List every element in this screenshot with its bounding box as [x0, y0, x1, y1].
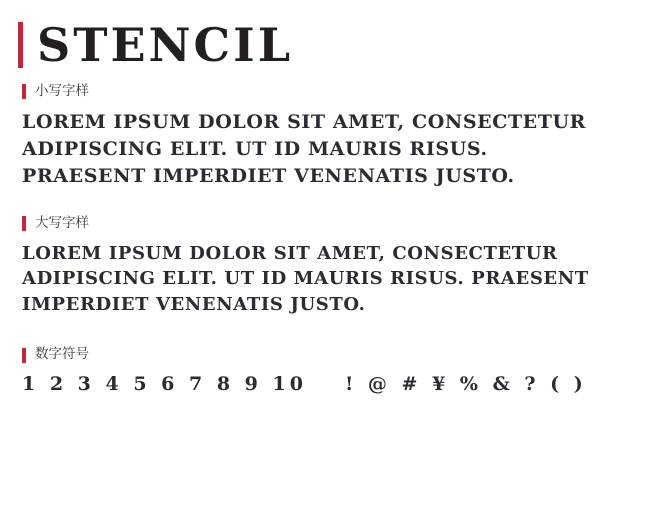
section-label-uppercase: 大写字样 — [35, 214, 89, 231]
font-name-title: STENCIL — [37, 18, 294, 72]
section-accent-bar — [22, 216, 26, 231]
sample-digits: 1 2 3 4 5 6 7 8 9 10 — [22, 372, 307, 395]
section-label-digits: 数字符号 — [35, 346, 89, 363]
section-heading-lowercase — [22, 84, 668, 99]
font-specimen-page — [0, 18, 668, 523]
sample-digits-row — [22, 373, 668, 396]
page-title — [0, 18, 668, 72]
section-label-lowercase: 小写字样 — [35, 82, 89, 99]
section-accent-bar — [22, 348, 26, 363]
section-heading-digits — [22, 348, 668, 363]
section-accent-bar — [22, 84, 26, 99]
section-digits — [0, 348, 668, 396]
title-accent-bar — [18, 22, 23, 68]
sample-symbols: ! @ # ¥ % & ? ( ) — [344, 372, 587, 395]
section-uppercase — [0, 216, 668, 318]
section-heading-uppercase — [22, 216, 668, 231]
sample-text-lowercase: LOREM IPSUM DOLOR SIT AMET, CONSECTETUR ADIPISCING ELIT. UT ID MAURIS RISUS. PRAESENT IMPERDIET VENENATIS JUSTO. — [22, 111, 587, 187]
section-lowercase — [0, 84, 668, 190]
sample-text-uppercase: LOREM IPSUM DOLOR SIT AMET, CONSECTETUR ADIPISCING ELIT. UT ID MAURIS RISUS. PRAESENT IMPERDIET VENENATIS JUSTO. — [22, 242, 589, 315]
